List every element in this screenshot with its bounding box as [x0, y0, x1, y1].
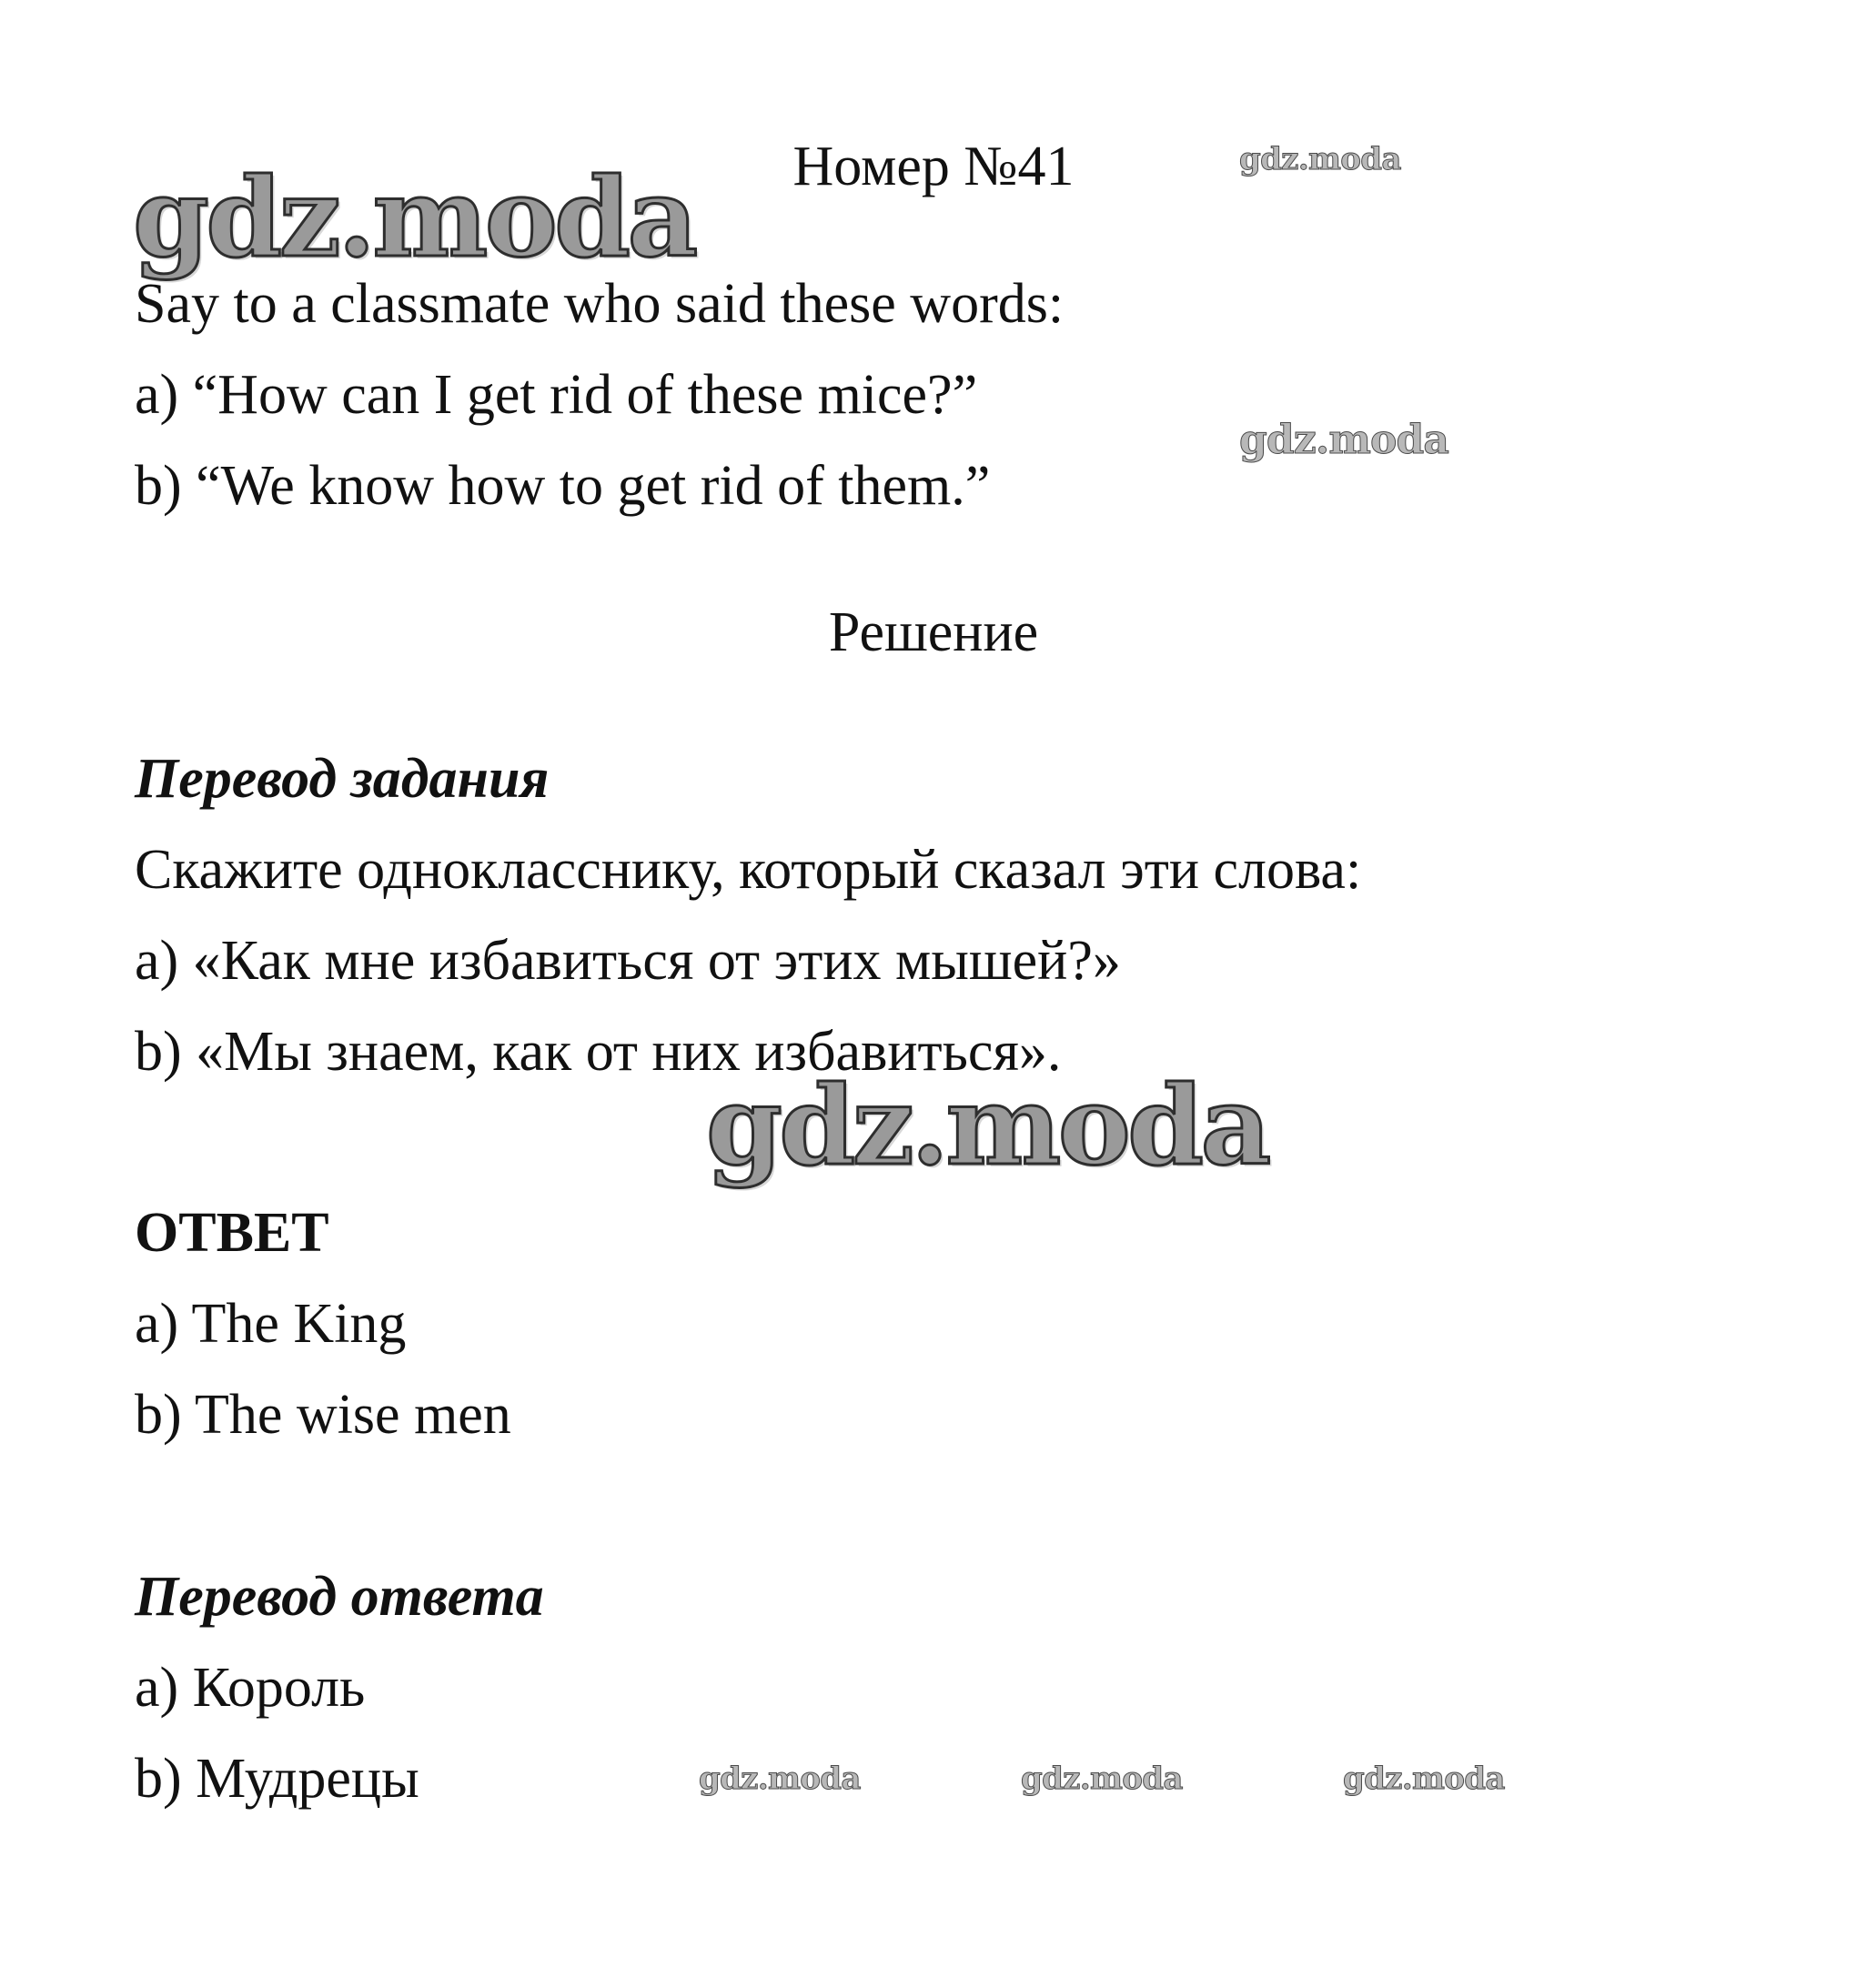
- answer-translation-heading: Перевод ответа: [135, 1566, 544, 1628]
- answer-item-a: a) The King: [135, 1293, 407, 1355]
- watermark-logo-small-bottom-3: gdz.moda: [1343, 1761, 1505, 1797]
- task-prompt: Say to a classmate who said these words:: [135, 273, 1065, 335]
- solution-title: Решение: [828, 601, 1039, 663]
- translation-item-a: a) «Как мне избавиться от этих мышей?»: [135, 930, 1121, 992]
- translation-prompt: Скажите однокласснику, который сказал эти слова:: [135, 839, 1362, 901]
- task-item-a: a) “How can I get rid of these mice?”: [135, 364, 978, 426]
- watermark-logo-medium-right: gdz.moda: [1239, 417, 1448, 463]
- answer-item-b: b) The wise men: [135, 1384, 511, 1446]
- translation-heading: Перевод задания: [135, 748, 550, 810]
- watermark-logo-small-bottom-2: gdz.moda: [1021, 1761, 1183, 1797]
- watermark-logo-large-top: gdz.moda: [133, 154, 695, 282]
- watermark-logo-small-top-right: gdz.moda: [1239, 141, 1401, 177]
- answer-translation-item-b: b) Мудрецы: [135, 1748, 419, 1810]
- watermark-logo-large-center: gdz.moda: [706, 1062, 1268, 1190]
- answer-heading: ОТВЕТ: [135, 1202, 329, 1264]
- watermark-logo-small-bottom-1: gdz.moda: [699, 1761, 861, 1797]
- task-item-b: b) “We know how to get rid of them.”: [135, 455, 991, 517]
- translation-item-b: b) «Мы знаем, как от них избавиться».: [135, 1021, 1062, 1083]
- answer-translation-item-a: a) Король: [135, 1657, 366, 1719]
- page-title: Номер №41: [792, 136, 1075, 197]
